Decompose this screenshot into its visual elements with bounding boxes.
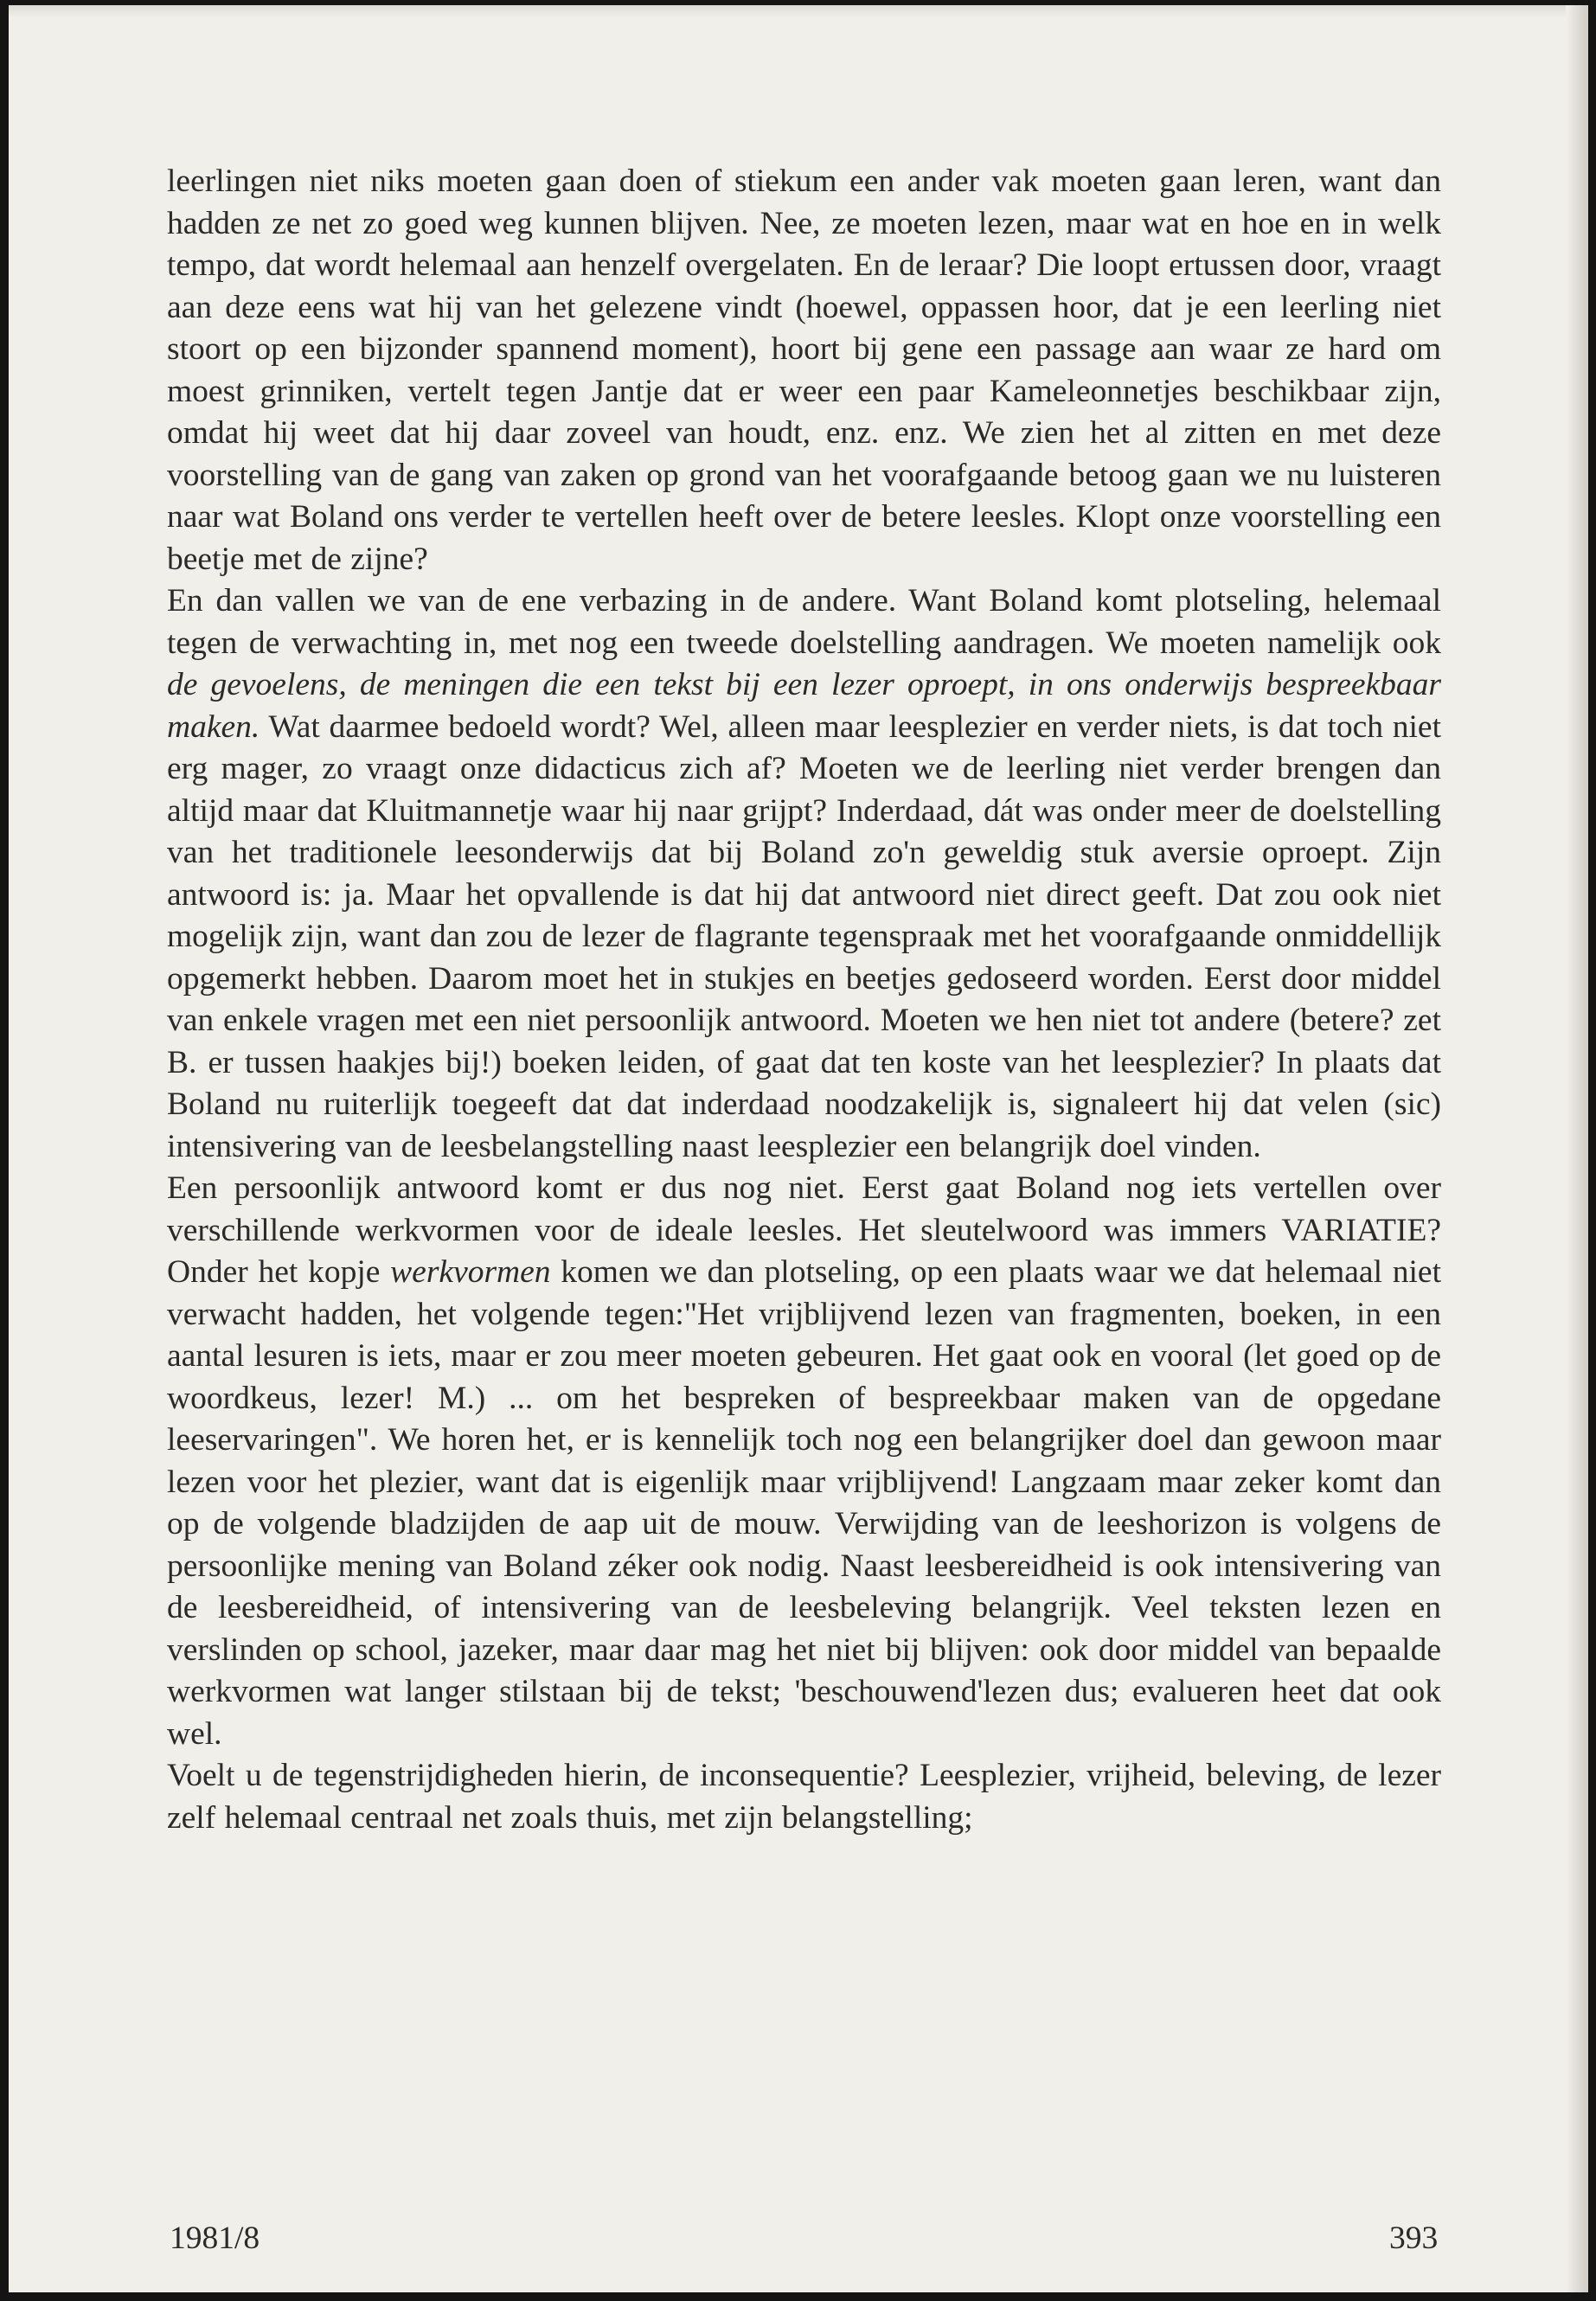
scan-edge-right — [1566, 5, 1588, 2292]
paragraph — [167, 1755, 1441, 1839]
page-number: 393 — [1389, 2221, 1439, 2256]
paragraph — [167, 580, 1441, 1168]
paragraph — [167, 161, 1441, 580]
text-segment: En dan vallen we van de ene verbazing in de andere. Want Boland komt plotseling, helemaal tegen de verwachting in, met nog een tweede doelstelling aandragen. We moeten namelijk ook — [167, 583, 1441, 661]
text-segment: Een persoonlijk antwoord komt er dus nog niet. Eerst gaat Boland nog iets vertellen over verschillende werkvormen voor de ideale leesles. Het sleutelwoord was immers VARIATIE? Onder het kopje — [167, 1170, 1441, 1290]
text-segment: leerlingen niet niks moeten gaan doen of stiekum een ander vak moeten gaan leren, want dan hadden ze net zo goed weg kunnen blijven. Nee, ze moeten lezen, maar wat en hoe en in welk tempo, dat wordt helemaal aan henzelf overgelaten. En de leraar? Die loopt ertussen door, vraagt aan deze eens wat hij van het gelezene vindt (hoewel, oppassen hoor, dat je een leerling niet stoort op een bijzonder spannend moment), hoort bij gene een passage aan waar ze hard om moest grinniken, vertelt tegen Jantje dat er weer een paar Kameleonnetjes beschikbaar zijn, omdat hij weet dat hij daar zoveel van houdt, enz. enz. We zien het al zitten en met deze voorstelling van de gang van zaken op grond van het voorafgaande betoog gaan we nu luisteren naar wat Boland ons verder te vertellen heeft over de betere leesles. Klopt onze voorstelling een beetje met de zijne? — [167, 163, 1441, 577]
text-segment: Wat daarmee bedoeld wordt? Wel, alleen maar leesplezier en verder niets, is dat toch niet erg mager, zo vraagt onze didacticus zich af? Moeten we de leerling niet verder brengen dan altijd maar dat Kluitmannetje waar hij naar grijpt? Inderdaad, dát was onder meer de doelstelling van het traditionele leesonderwijs dat bij Boland zo'n geweldig stuk aversie oproept. Zijn antwoord is: ja. Maar het opvallende is dat hij dat antwoord niet direct geeft. Dat zou ook niet mogelijk zijn, want dan zou de lezer de flagrante tegenspraak met het voorafgaande onmiddellijk opgemerkt hebben. Daarom moet het in stukjes en beetjes gedoseerd worden. Eerst door middel van enkele vragen met een niet persoonlijk antwoord. Moeten we hen niet tot andere (betere? zet B. er tussen haakjes bij!) boeken leiden, of gaat dat ten koste van het leesplezier? In plaats dat Boland nu ruiterlijk toegeeft dat dat inderdaad noodzakelijk is, signaleert hij dat velen (sic) intensivering van de leesbelangstelling naast leesplezier een belangrijk doel vinden. — [167, 708, 1441, 1164]
italic-text-segment: werkvormen — [390, 1254, 551, 1290]
paragraph — [167, 1168, 1441, 1755]
italic-text-segment: de gevoelens, de meningen die een tekst bij een lezer oproept, in ons onderwijs bespreekbaar maken. — [167, 667, 1441, 745]
scanned-page — [9, 5, 1588, 2292]
text-segment: Voelt u de tegenstrijdigheden hierin, de inconsequentie? Leesplezier, vrijheid, beleving, de lezer zelf helemaal centraal net zoals thuis, met zijn belangstelling; — [167, 1758, 1441, 1836]
text-segment: komen we dan plotseling, op een plaats waar we dat helemaal niet verwacht hadden, het volgende tegen:"Het vrijblijvend lezen van fragmenten, boeken, in een aantal lesuren is iets, maar er zou meer moeten gebeuren. Het gaat ook en vooral (let goed op de woordkeus, lezer! M.) ... om het bespreken of bespreekbaar maken van de opgedane leeservaringen". We horen het, er is kennelijk toch nog een belangrijker doel dan gewoon maar lezen voor het plezier, want dat is eigenlijk maar vrijblijvend! Langzaam maar zeker komt dan op de volgende bladzijden de aap uit de mouw. Verwijding van de leeshorizon is volgens de persoonlijke mening van Boland zéker ook nodig. Naast leesbereidheid is ook intensivering van de leesbereidheid, of intensivering van de leesbeleving belangrijk. Veel teksten lezen en verslinden op school, jazeker, maar daar mag het niet bij blijven: ook door middel van bepaalde werkvormen wat langer stilstaan bij de tekst; 'beschouwend'lezen dus; evalueren heet dat ook wel. — [167, 1254, 1441, 1752]
scan-edge-top — [9, 5, 1588, 17]
article-body — [167, 161, 1441, 1839]
issue-number: 1981/8 — [170, 2221, 260, 2256]
